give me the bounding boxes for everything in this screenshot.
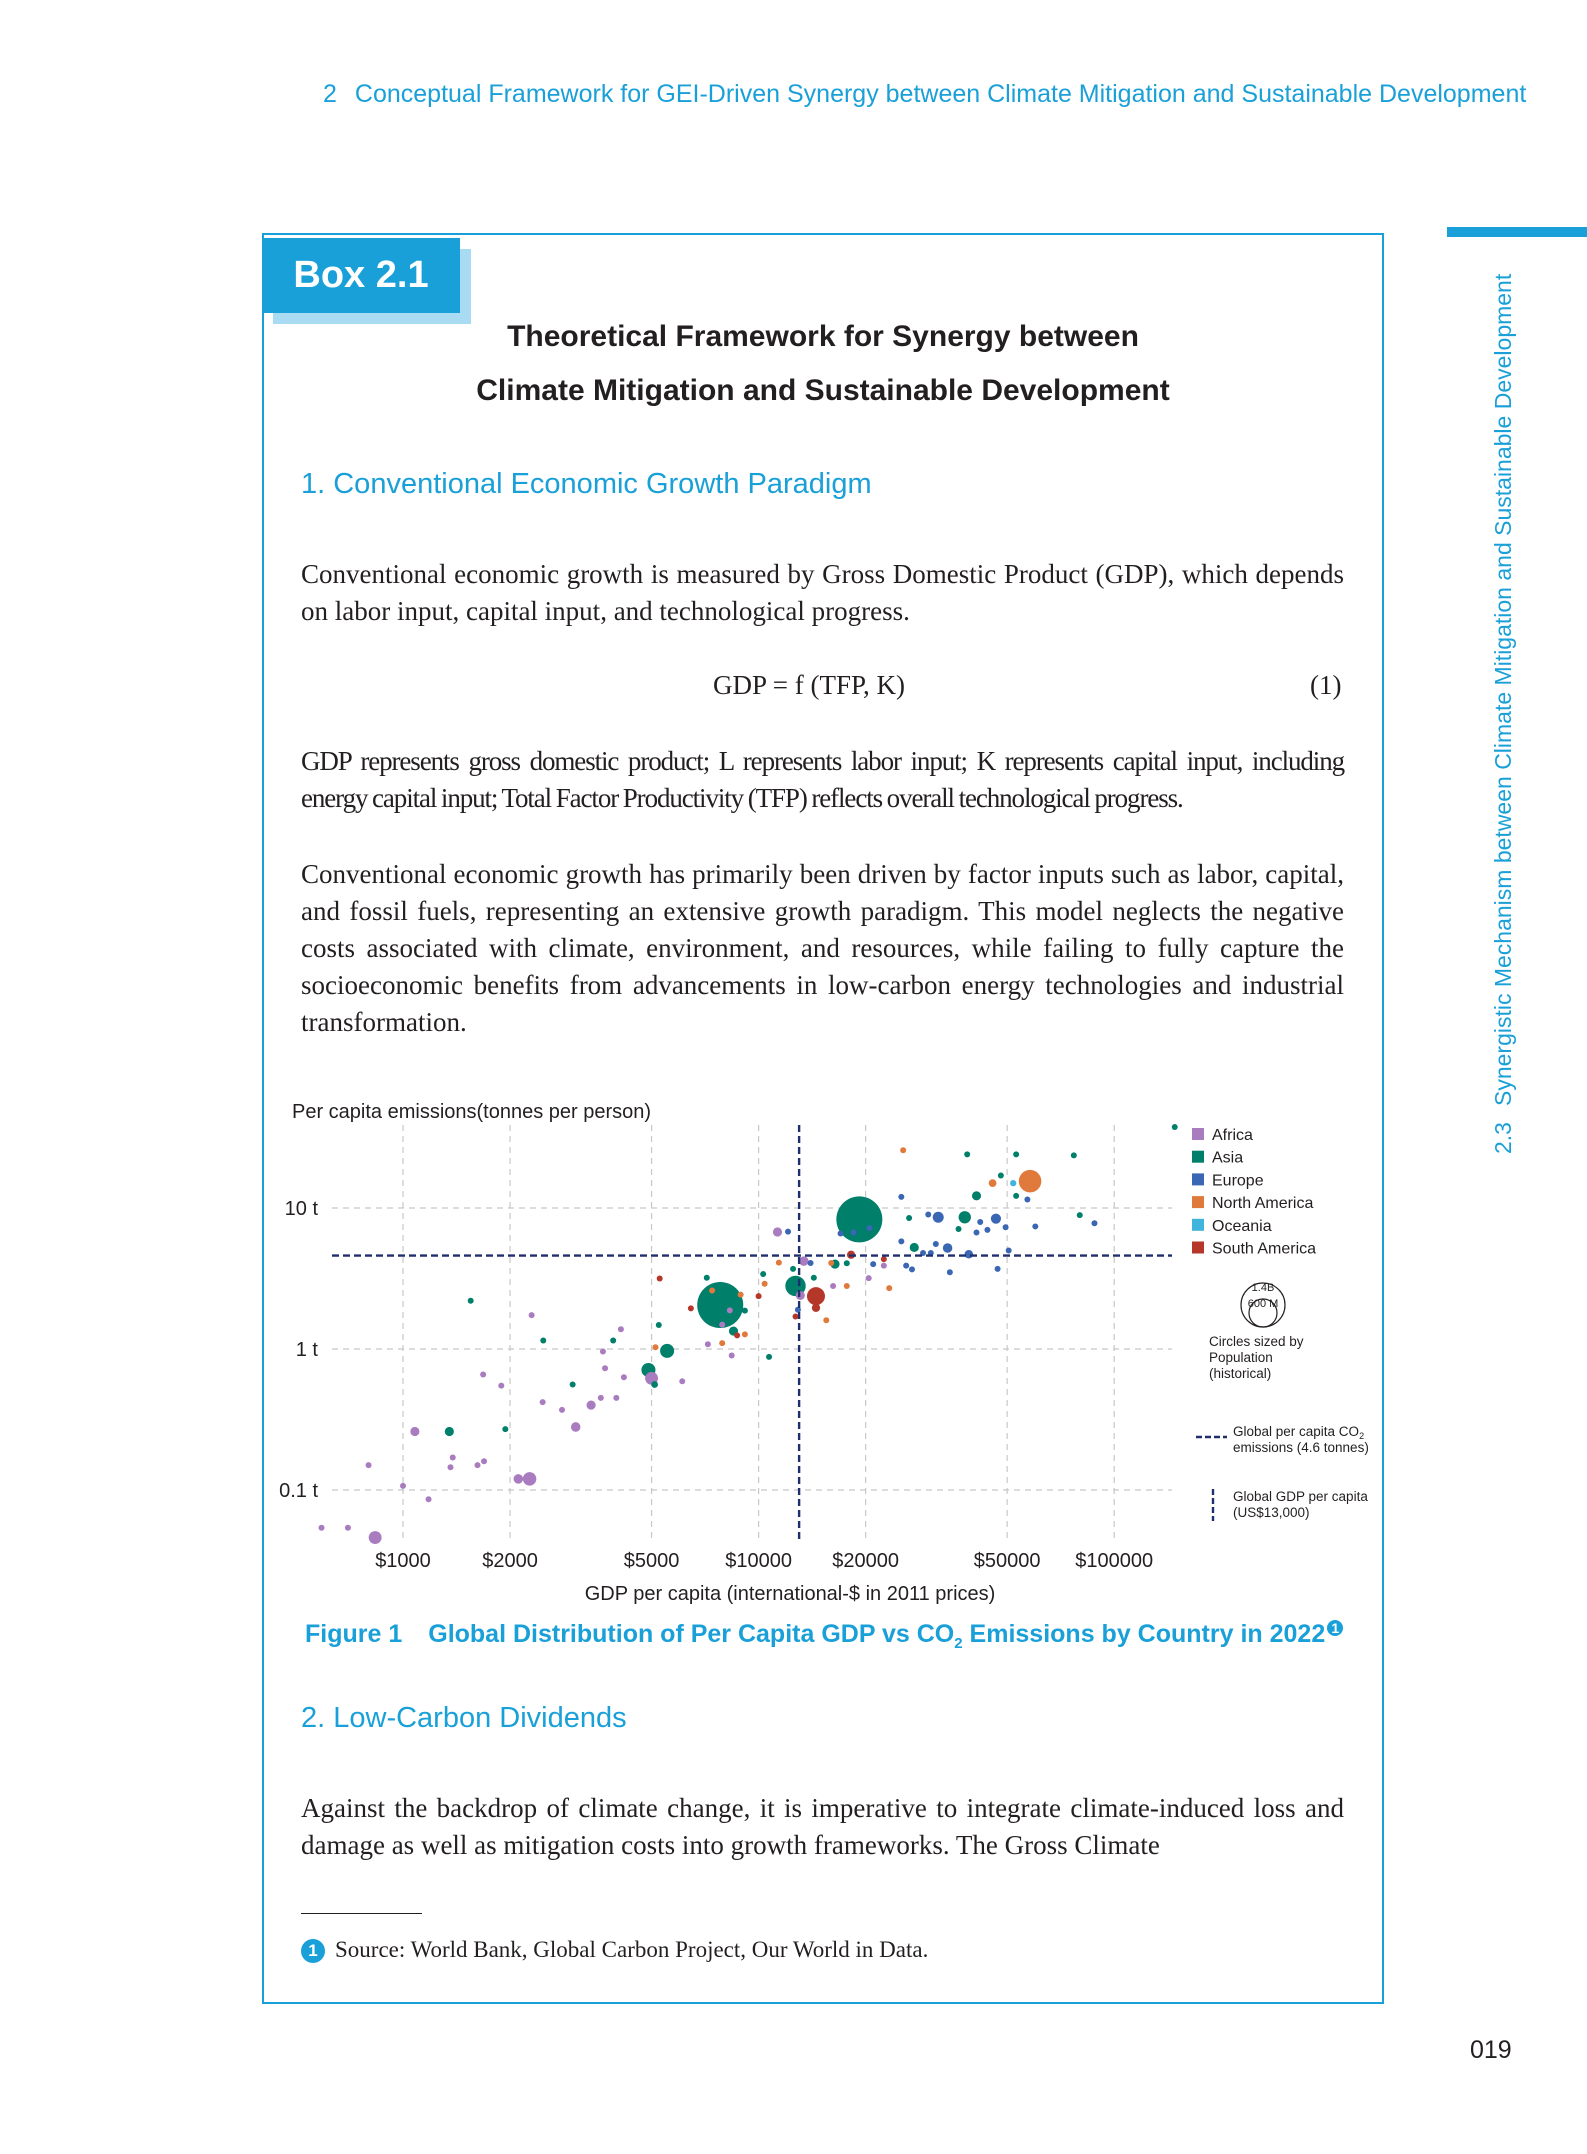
data-point-asia (697, 1282, 743, 1328)
data-point-north-america (828, 1260, 834, 1266)
y-tick-label: 0.1 t (279, 1480, 318, 1502)
data-point-asia (844, 1260, 850, 1266)
data-point-south-america (793, 1314, 799, 1320)
data-point-europe (1003, 1224, 1009, 1230)
x-tick-label: $20000 (832, 1550, 900, 1572)
data-point-africa (481, 1458, 487, 1464)
x-tick-label: $100000 (1075, 1550, 1154, 1572)
data-point-asia (766, 1354, 772, 1360)
data-point-africa (621, 1374, 627, 1380)
y-tick-label: 10 t (284, 1198, 318, 1220)
data-point-europe (1091, 1220, 1097, 1226)
data-point-africa (705, 1341, 711, 1347)
chapter-title: Conceptual Framework for GEI-Driven Synergy between Climate Mitigation and Sustainable Development (354, 80, 1527, 108)
y-tick-label: 1 t (295, 1339, 318, 1361)
data-point-asia (972, 1191, 981, 1200)
section-number: 2.3 (1490, 1122, 1516, 1154)
data-point-europe (991, 1214, 1001, 1224)
data-point-south-america (756, 1293, 762, 1299)
legend-swatch (1192, 1173, 1204, 1185)
data-point-africa (727, 1307, 733, 1313)
data-point-africa (602, 1365, 608, 1371)
data-point-north-america (762, 1281, 768, 1287)
data-point-asia (964, 1151, 970, 1157)
data-point-africa (529, 1312, 535, 1318)
data-point-oceania (1010, 1180, 1016, 1186)
equation: GDP = f (TFP, K) (713, 670, 905, 700)
data-point-asia (502, 1426, 508, 1432)
data-point-asia (704, 1275, 710, 1281)
data-point-africa (598, 1395, 604, 1401)
legend-label: South America (1212, 1240, 1317, 1258)
legend-label: Europe (1212, 1172, 1264, 1190)
caption-text: Global Distribution of Per Capita GDP vs CO (428, 1620, 955, 1648)
box-label: Box 2.1 (262, 238, 460, 313)
data-point-north-america (719, 1340, 725, 1346)
data-point-south-america (812, 1304, 820, 1312)
legend-label: North America (1212, 1195, 1314, 1213)
data-point-asia (959, 1211, 971, 1223)
data-point-africa (345, 1525, 351, 1531)
data-point-asia (1013, 1193, 1019, 1199)
data-point-asia (742, 1308, 748, 1314)
paragraph-1: Conventional economic growth is measured by Gross Domestic Product (GDP), which depends on labor input, capital input, and technological progress. (301, 559, 1344, 626)
data-point-asia (656, 1322, 662, 1328)
data-point-south-america (688, 1305, 694, 1311)
data-point-asia (906, 1215, 912, 1221)
data-point-europe (1024, 1196, 1030, 1202)
legend-emissions-label-2: emissions (4.6 tonnes) (1233, 1440, 1369, 1455)
size-legend-large-label: 1.4B (1251, 1282, 1275, 1294)
data-point-africa (523, 1472, 536, 1485)
data-point-europe (851, 1230, 857, 1236)
legend-emissions-label: Global per capita $CO_2$ (1233, 1424, 1365, 1441)
data-point-africa (600, 1348, 606, 1354)
data-point-europe (898, 1238, 904, 1244)
data-point-africa (410, 1427, 419, 1436)
data-point-africa (866, 1275, 872, 1281)
data-point-asia (1013, 1151, 1019, 1157)
section1-heading: 1. Conventional Economic Growth Paradigm (301, 468, 872, 500)
data-point-europe (947, 1269, 953, 1275)
figure-caption (305, 1620, 1343, 1652)
size-legend-note: Population (1209, 1350, 1273, 1365)
data-point-north-america (844, 1283, 850, 1289)
data-point-south-america (881, 1256, 887, 1262)
data-point-europe (785, 1229, 791, 1235)
data-point-europe (933, 1241, 939, 1247)
data-point-asia (468, 1298, 474, 1304)
legend-swatch (1192, 1128, 1204, 1140)
data-point-africa (830, 1283, 836, 1289)
data-point-africa (729, 1352, 735, 1358)
data-point-europe (898, 1194, 904, 1200)
data-point-africa (587, 1401, 596, 1410)
data-point-europe (838, 1230, 844, 1236)
data-point-north-america (886, 1285, 892, 1291)
footnote (301, 1937, 928, 1963)
legend-swatch (1192, 1151, 1204, 1163)
data-point-africa (514, 1474, 524, 1484)
data-point-europe (965, 1250, 974, 1259)
data-point-africa (613, 1395, 619, 1401)
caption-text-end: Emissions by Country in 2022 (962, 1620, 1326, 1648)
data-point-north-america (1019, 1170, 1042, 1193)
data-point-africa (618, 1326, 624, 1332)
x-tick-label: $5000 (623, 1550, 680, 1572)
data-point-north-america (709, 1287, 715, 1293)
data-point-africa (773, 1227, 782, 1236)
data-point-asia (836, 1196, 882, 1242)
footnote-rule (301, 1913, 422, 1914)
data-point-asia (540, 1337, 546, 1343)
section2-heading: 2. Low-Carbon Dividends (301, 1702, 627, 1734)
legend-gdp-label-2: (US$13,000) (1233, 1505, 1310, 1520)
data-point-africa (447, 1464, 453, 1470)
data-point-europe (995, 1266, 1001, 1272)
data-point-europe (933, 1212, 944, 1223)
data-point-north-america (823, 1317, 829, 1323)
figure-label: Figure 1 (305, 1620, 403, 1648)
box-title-line2: Climate Mitigation and Sustainable Development (476, 374, 1170, 407)
data-point-europe (977, 1219, 983, 1225)
x-tick-label: $1000 (375, 1550, 431, 1572)
data-point-europe (943, 1243, 953, 1253)
data-point-europe (866, 1225, 872, 1231)
data-point-africa (366, 1462, 372, 1468)
data-point-africa (319, 1525, 325, 1531)
legend-label: Oceania (1212, 1217, 1272, 1235)
paragraph-2: GDP represents gross domestic product; L represents labor input; K represents capital input, including energy capital input; Total Factor Productivity (TFP) reflects overall technological progress. (301, 746, 1344, 813)
data-point-asia (956, 1226, 962, 1232)
data-point-africa (369, 1531, 382, 1544)
data-point-africa (571, 1422, 581, 1432)
data-point-africa (498, 1383, 504, 1389)
data-point-asia (998, 1173, 1004, 1179)
data-point-africa (426, 1496, 432, 1502)
x-axis-title: GDP per capita (international-$ in 2011 prices) (584, 1583, 996, 1605)
data-point-asia (651, 1381, 658, 1388)
data-point-europe (1032, 1223, 1038, 1229)
chapter-number: 2 (323, 80, 337, 108)
data-point-north-america (742, 1331, 748, 1337)
data-point-asia (790, 1266, 796, 1272)
data-point-africa (559, 1407, 565, 1413)
data-point-asia (1172, 1124, 1178, 1130)
data-point-south-america (807, 1287, 825, 1305)
data-point-africa (881, 1263, 887, 1269)
data-point-asia (570, 1382, 576, 1388)
legend-swatch (1192, 1242, 1204, 1254)
footnote-text: Source: World Bank, Global Carbon Project, Our World in Data. (335, 1937, 929, 1962)
data-point-europe (1006, 1247, 1012, 1253)
data-point-europe (925, 1211, 931, 1217)
data-point-africa (400, 1483, 406, 1489)
data-point-europe (903, 1263, 909, 1269)
data-point-asia (910, 1243, 919, 1252)
data-point-africa (480, 1371, 486, 1377)
data-point-africa (540, 1399, 546, 1405)
data-point-asia (760, 1271, 766, 1277)
data-point-south-america (657, 1276, 663, 1282)
equation-number: (1) (1310, 670, 1342, 700)
paragraph-4: Against the backdrop of climate change, it is imperative to integrate climate-induced loss and damage as well as mitigation costs into growth frameworks. The Gross Climate (301, 1793, 1344, 1860)
data-point-asia (445, 1427, 454, 1436)
data-point-europe (984, 1227, 990, 1233)
size-legend-small-label: 600 M (1247, 1298, 1279, 1310)
legend-gdp-label: Global GDP per capita (1233, 1489, 1368, 1504)
legend-label: Africa (1212, 1127, 1253, 1144)
footnote-ref[interactable]: 1 (1327, 1620, 1343, 1636)
data-point-europe (974, 1230, 980, 1236)
data-point-asia (1071, 1152, 1077, 1158)
data-point-north-america (738, 1292, 744, 1298)
data-point-africa (719, 1322, 725, 1328)
data-point-africa (799, 1256, 809, 1266)
data-point-asia (1077, 1212, 1083, 1218)
data-point-north-america (989, 1179, 997, 1187)
data-point-africa (475, 1462, 481, 1468)
data-point-europe (909, 1266, 915, 1272)
data-point-africa (679, 1378, 685, 1384)
data-point-asia (660, 1344, 674, 1358)
data-point-north-america (653, 1344, 659, 1350)
data-point-north-america (776, 1260, 782, 1266)
size-legend-note: (historical) (1209, 1366, 1272, 1381)
data-point-europe (808, 1260, 814, 1266)
x-tick-label: $10000 (725, 1550, 792, 1572)
legend-swatch (1192, 1219, 1204, 1231)
data-point-asia (610, 1337, 616, 1343)
legend-label: Asia (1212, 1149, 1244, 1167)
footnote-mark: 1 (301, 1939, 325, 1963)
page-number: 019 (1470, 2036, 1512, 2064)
data-point-north-america (900, 1147, 906, 1153)
y-axis-title: Per capita emissions(tonnes per person) (292, 1101, 652, 1123)
data-point-africa (450, 1455, 456, 1461)
section-title: Synergistic Mechanism between Climate Mitigation and Sustainable Development (1490, 273, 1516, 1107)
x-tick-label: $2000 (482, 1550, 538, 1572)
box-title-line1: Theoretical Framework for Synergy between (507, 320, 1139, 353)
size-legend-note: Circles sized by (1209, 1334, 1304, 1349)
data-point-europe (870, 1261, 876, 1267)
caption-subscript: 2 (954, 1635, 963, 1652)
paragraph-3: Conventional economic growth has primarily been driven by factor inputs such as labor, capital, and fossil fuels, representing an extensive growth paradigm. This model neglects the negative costs associated with climate, environment, and resources, while failing to fully capture the socioeconomic benefits from advancements in low-carbon energy technologies and industrial transformation. (301, 859, 1344, 1037)
data-point-asia (811, 1275, 817, 1281)
legend-swatch (1192, 1196, 1204, 1208)
data-point-south-america (734, 1332, 740, 1338)
x-tick-label: $50000 (973, 1550, 1041, 1572)
